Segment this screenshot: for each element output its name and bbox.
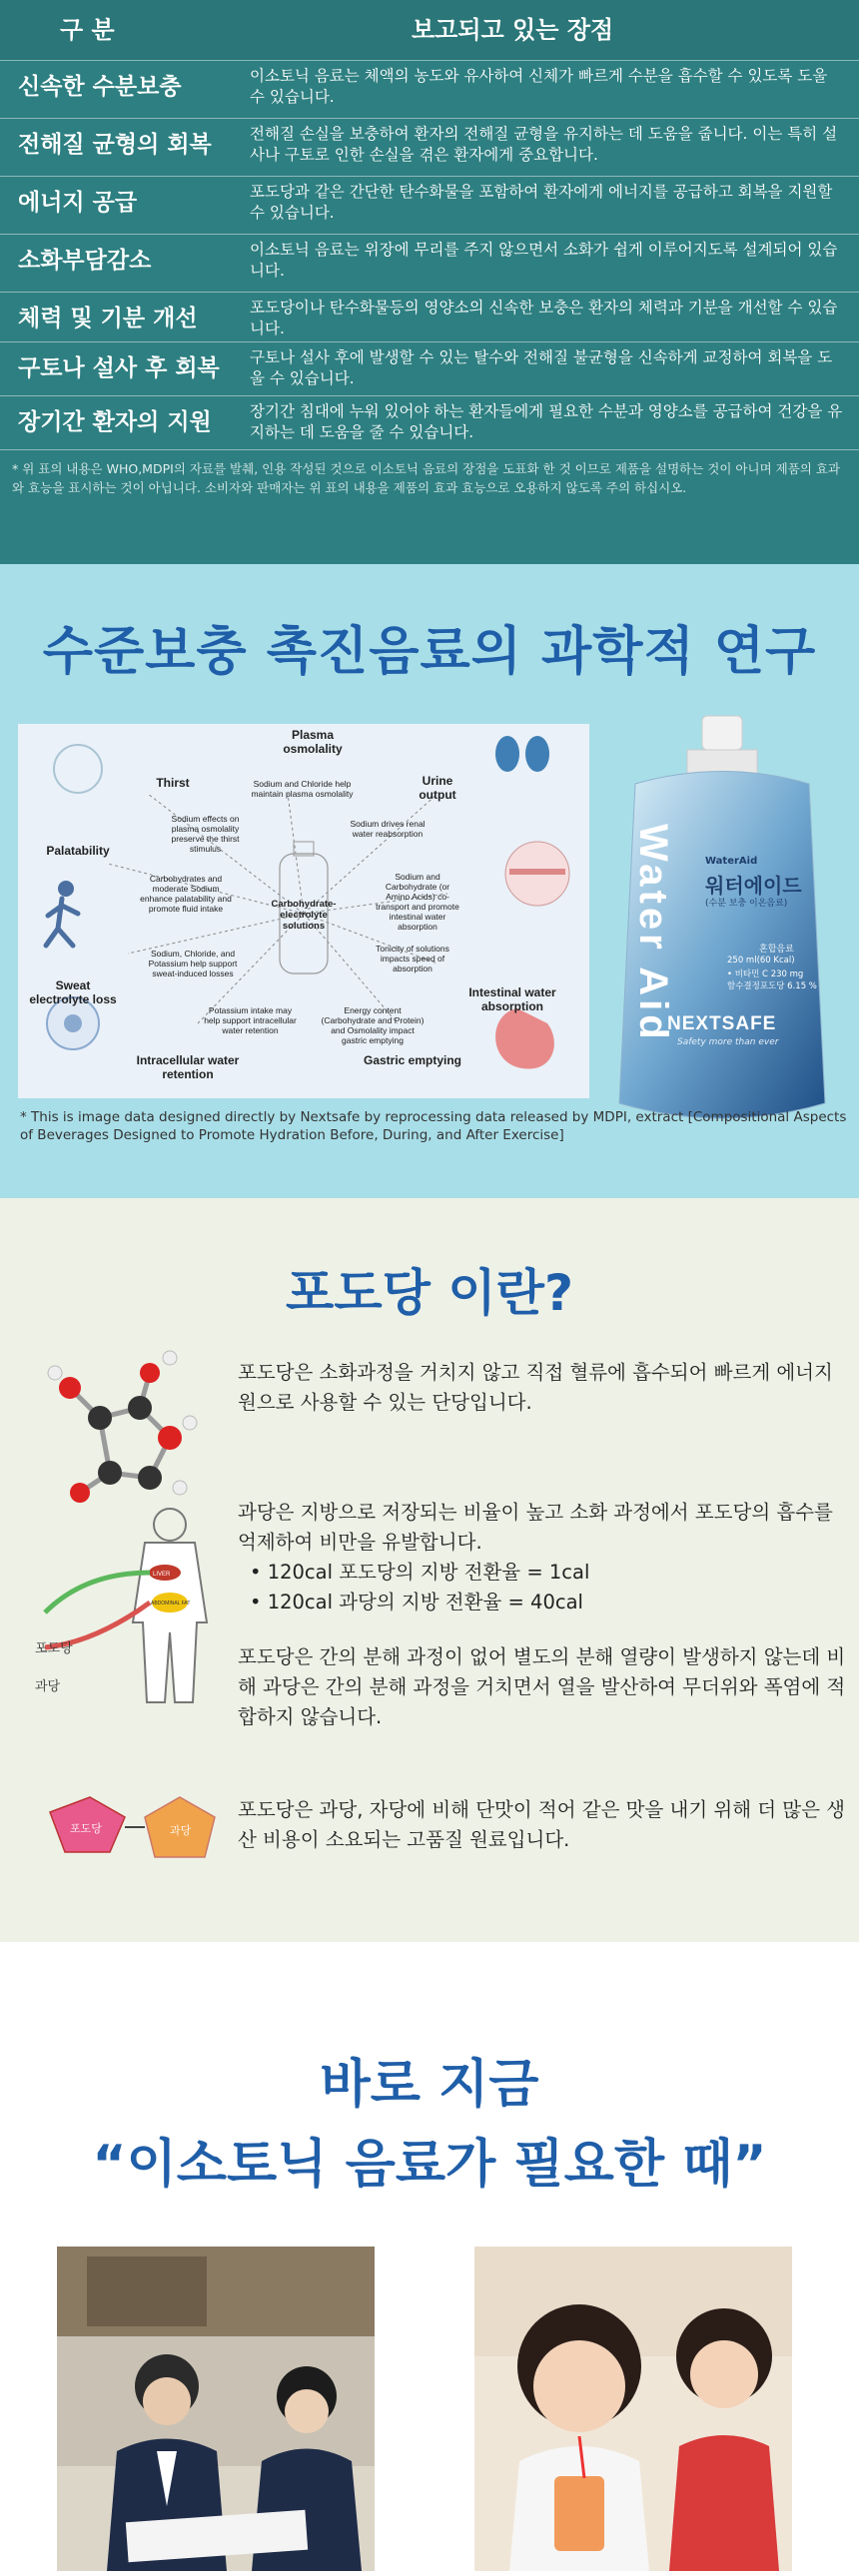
- table-row: [0, 395, 859, 447]
- runner-icon: [46, 881, 78, 946]
- pouch-brand-vertical: Water Aid: [631, 824, 675, 1043]
- table-row: [0, 341, 859, 393]
- row-text: 전해질 손실을 보충하여 환자의 전해질 균형을 유지하는 데 도움을 줍니다. 이는 특히 설사나 구토로 인한 손실을 겪은 환자에게 중요합니다.: [250, 125, 838, 164]
- glucose-section: [0, 1198, 859, 1942]
- pouch-glucose: 함수결정포도당 6.15 %: [727, 981, 817, 991]
- girl-drinking-photo: [474, 2247, 792, 2571]
- note-energy: Energy content (Carbohydrate and Protein) and Osmolality impact gastric emptying: [321, 1005, 425, 1045]
- para2-text: 과당은 지방으로 저장되는 비율이 높고 소화 과정에서 포도당의 흡수를 억제하여 비만을 유발합니다.: [238, 1501, 833, 1554]
- label-palatability: Palatability: [46, 844, 110, 858]
- note-absorption: Sodium and Carbohydrate (or Amino Acids) co-transport and promote intestinal water absorption: [376, 872, 459, 932]
- bullet-fructose: • 120cal 과당의 지방 전환율 = 40cal: [250, 1591, 583, 1613]
- research-title: 수준보충 촉진음료의 과학적 연구: [42, 622, 817, 682]
- kidney-icon: [495, 736, 549, 772]
- stomach-icon: [495, 1008, 554, 1069]
- row-category: 소화부담감소: [18, 248, 152, 274]
- pouch-volume: 250 ml(60 Kcal): [727, 956, 795, 966]
- label-intestinal-water-absorption: Intestinal water absorption: [468, 985, 556, 1013]
- glucose-para-2: [238, 1498, 847, 1617]
- table-disclaimer: * 위 표의 내용은 WHO,MDPI의 자료를 발췌, 인용 작성된 것으로 이소토닉 음료의 장점을 도표화 한 것 이므로 제품을 설명하는 것이 아니며 제품의 효과와 효능을 표시하는 것이 아닙니다. 소비자와 판매자는 위 표의 내용을 제품의 효과 효능으로 오용하지 않도록 주의 하십시오.: [12, 461, 840, 495]
- abdomen-label: ABDOMINAL FAT: [151, 1601, 191, 1607]
- glucose-para-4: 포도당은 과당, 자당에 비해 단맛이 적어 같은 맛을 내기 위해 더 많은 생산 비용이 소요되는 고품질 원료입니다.: [238, 1798, 846, 1851]
- sugar-rings-icon: [30, 1772, 230, 1882]
- now-section: [0, 1942, 859, 2576]
- research-footnote: * This is image data designed directly by Nextsafe by reprocessing data released by MDPI, extract [Compositional Aspects of Beverages Designed to Promote Hydration Before, During, and After Exercise]: [20, 1109, 847, 1143]
- pouch-subtitle: (수분 보충 이온음료): [705, 899, 788, 909]
- note-potassium: Potassium intake may help support intracellular water retention: [204, 1005, 297, 1035]
- note-plasma: Sodium and Chloride help maintain plasma osmolality: [251, 779, 354, 799]
- research-section: [0, 564, 859, 1198]
- table-row: [0, 292, 859, 343]
- row-text: 장기간 침대에 누워 있어야 하는 환자들에게 필요한 수분과 영양소를 공급하여 건강을 유지하는 데 도움을 줄 수 있습니다.: [250, 402, 843, 441]
- row-text: 포도당이나 탄수화물등의 영양소의 신속한 보충은 환자의 체력과 기분을 개선할 수 있습니다.: [250, 299, 838, 337]
- note-tonicity: Tonicity of solutions impacts speed of absorption: [376, 944, 449, 973]
- now-title-line1: 바로 지금: [320, 2055, 539, 2115]
- pouch-maker: NEXTSAFE: [667, 1013, 777, 1034]
- mol-label-fructose: 과당: [170, 1824, 192, 1837]
- note-palatability: Carbohydrates and moderate Sodium enhance palatability and promote fluid intake: [140, 874, 232, 914]
- label-intracellular-water-retention: Intracellular water retention: [136, 1053, 240, 1081]
- glucose-para-3: 포도당은 간의 분해 과정이 없어 별도의 분해 열량이 발생하지 않는데 비해 과당은 간의 분해 과정을 거치면서 열을 발산하여 무더위와 폭염에 적합하지 않습니다.: [238, 1645, 846, 1728]
- label-sweat-electrolyte-loss: Sweat electrolyte loss: [29, 978, 117, 1006]
- table-row: [0, 118, 859, 170]
- row-category: 구토나 설사 후 회복: [18, 355, 220, 381]
- now-title-line2: “이소토닉 음료가 필요한 때”: [92, 2135, 767, 2195]
- label-fructose: 과당: [35, 1679, 61, 1694]
- row-category: 체력 및 기분 개선: [18, 306, 198, 331]
- pouch-vitamin: • 비타민 C 230 mg: [727, 969, 804, 979]
- label-center-solutions: Carbohydrate-electrolyte solutions: [271, 899, 337, 932]
- row-text: 이소토닉 음료는 위장에 무리를 주지 않으면서 소화가 쉽게 이루어지도록 설계되어 있습니다.: [250, 241, 838, 280]
- header-category: 구 분: [60, 16, 115, 44]
- label-gastric-emptying: Gastric emptying: [363, 1053, 462, 1067]
- label-glucose: 포도당: [35, 1641, 73, 1656]
- row-category: 전해질 균형의 회복: [18, 132, 212, 158]
- glucose-title: 포도당 이란?: [286, 1264, 573, 1322]
- hydration-diagram: [18, 724, 589, 1098]
- header-benefits: 보고되고 있는 장점: [412, 16, 614, 44]
- head-icon: [54, 745, 102, 793]
- row-category: 신속한 수분보충: [18, 74, 182, 100]
- product-pouch: [597, 714, 845, 1133]
- glucose-molecule-icon: [30, 1348, 220, 1508]
- table-row: [0, 234, 859, 286]
- row-category: 장기간 환자의 지원: [18, 409, 212, 435]
- label-urine-output: Urine output: [419, 774, 456, 802]
- classroom-photo: [57, 2247, 375, 2571]
- liver-label: LIVER: [153, 1572, 171, 1578]
- pouch-brand-small: WaterAid: [705, 856, 758, 867]
- pouch-name: 워터에이드: [705, 874, 802, 898]
- row-text: 포도당과 같은 간단한 탄수화물을 포함하여 환자에게 에너지를 공급하고 회복을 지원할 수 있습니다.: [250, 183, 833, 222]
- pouch-tagline: Safety more than ever: [677, 1037, 779, 1047]
- row-text: 이소토닉 음료는 체액의 농도와 유사하여 신체가 빠르게 수분을 흡수할 수 있도록 도울 수 있습니다.: [250, 67, 828, 106]
- body-figure-icon: [25, 1503, 225, 1732]
- table-row: [0, 60, 859, 112]
- row-text: 구토나 설사 후에 발생할 수 있는 탈수와 전해질 불균형을 신속하게 교정하여 회복을 도울 수 있습니다.: [250, 348, 833, 387]
- bullet-glucose: • 120cal 포도당의 지방 전환율 = 1cal: [250, 1561, 590, 1584]
- label-thirst: Thirst: [156, 776, 190, 790]
- mol-label-glucose: 포도당: [70, 1822, 102, 1835]
- glucose-para-1: 포도당은 소화과정을 거치지 않고 직접 혈류에 흡수되어 빠르게 에너지원으로 사용할 수 있는 단당입니다.: [238, 1361, 833, 1414]
- note-urine: Sodium drives renal water reabsorption: [350, 819, 426, 839]
- pouch-type: 혼합음료: [759, 945, 794, 955]
- label-plasma-osmolality: Plasma osmolality: [283, 728, 343, 756]
- table-divider: [0, 449, 859, 450]
- benefits-table-section: [0, 0, 859, 564]
- note-thirst: Sodium effects on plasma osmolality preserve the thirst stimulus: [171, 814, 240, 854]
- table-row: [0, 176, 859, 228]
- note-sweat: Sodium, Chloride, and Potassium help support sweat-induced losses: [148, 949, 238, 978]
- skin-icon: [505, 842, 569, 906]
- row-category: 에너지 공급: [18, 190, 138, 216]
- table-header: [0, 0, 859, 60]
